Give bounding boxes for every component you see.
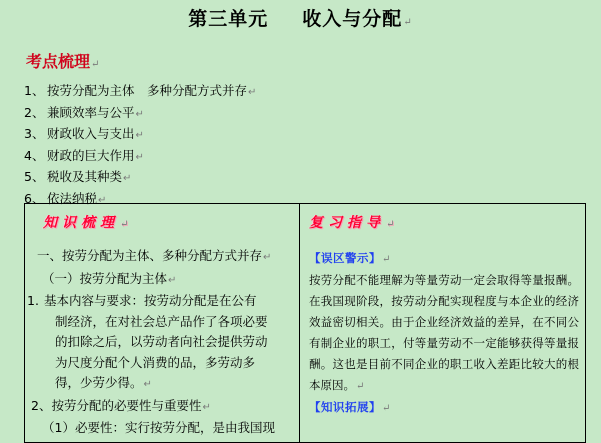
title-left: 第三单元	[188, 8, 269, 30]
knowledge-line	[25, 396, 299, 419]
paragraph-mark-icon: ↵	[382, 403, 391, 414]
outline-item	[24, 123, 256, 145]
guidance-tag-text: 【误区警示】	[309, 251, 381, 265]
outline-number: 2、	[24, 104, 45, 120]
outline-text: 税收及其种类	[47, 169, 123, 184]
paragraph-mark-icon: ↵	[135, 108, 144, 120]
outline-text: 财政的巨大作用	[47, 147, 135, 163]
item-continuation-text: 得，少劳少得。	[55, 375, 143, 390]
outline-number: 5、	[24, 169, 45, 184]
topic-outline	[24, 80, 256, 209]
paragraph-mark-icon: ↵	[263, 252, 272, 263]
outline-text: 按劳分配为主体 多种分配方式并存	[47, 83, 248, 98]
guidance-tag-text: 【知识拓展】	[309, 400, 381, 414]
page-title	[0, 4, 601, 31]
guidance-heading-text: 复习指导	[309, 215, 385, 231]
outline-number: 3、	[24, 126, 45, 141]
knowledge-line-text: 一、按劳分配为主体、多种分配方式并存	[37, 248, 263, 263]
section-heading	[26, 49, 99, 72]
title-right: 收入与分配	[302, 8, 403, 30]
study-table	[24, 203, 586, 443]
paragraph-mark-icon: ↵	[98, 194, 107, 206]
knowledge-item	[25, 291, 299, 312]
knowledge-heading-text: 知识梳理	[43, 215, 119, 231]
paragraph-mark-icon: ↵	[202, 401, 211, 413]
outline-item	[24, 145, 256, 167]
knowledge-line	[25, 246, 299, 269]
paragraph-mark-icon: ↵	[356, 381, 365, 392]
section-heading-text: 考点梳理	[26, 52, 91, 71]
item-text: 基本内容与要求：按劳动分配是在公有	[44, 293, 257, 308]
paragraph-mark-icon: ↵	[168, 274, 177, 286]
outline-item	[24, 102, 256, 124]
paragraph-mark-icon: ↵	[143, 379, 152, 390]
knowledge-heading	[43, 212, 133, 232]
outline-text: 依法纳税	[47, 190, 98, 206]
outline-text: 兼顾效率与公平	[47, 104, 135, 120]
knowledge-line-text: （一）按劳分配为主体	[42, 270, 168, 286]
guidance-body	[309, 248, 579, 419]
item-number: 1.	[27, 293, 39, 308]
column-divider	[299, 204, 300, 442]
outline-number: 1、	[24, 83, 45, 98]
outline-number: 6、	[24, 190, 45, 206]
paragraph-mark-icon: ↵	[386, 219, 400, 230]
paragraph-mark-icon: ↵	[120, 219, 134, 230]
knowledge-line	[25, 269, 299, 292]
outline-item	[24, 80, 256, 102]
outline-text: 财政收入与支出	[47, 126, 135, 141]
guidance-heading	[309, 212, 399, 232]
paragraph-mark-icon: ↵	[123, 173, 132, 184]
paragraph-mark-icon: ↵	[382, 254, 391, 265]
knowledge-line: （1）必要性：实行按劳分配，是由我国现	[42, 420, 275, 435]
outline-item	[24, 166, 256, 188]
guidance-paragraph-text: 按劳分配不能理解为等量劳动一定会取得等量报酬。在我国现阶段，按劳动分配实现程度与本企业的经济效益密切相关。由于企业经济效益的差异，在不同公有制企业的职工，付等量劳动不一定能够获得等量报酬。这也是目前不同企业的职工收入差距比较大的根本原因。	[309, 273, 579, 392]
knowledge-line-text: 2、按劳分配的必要性与重要性	[31, 397, 202, 413]
guidance-tag	[309, 397, 579, 419]
paragraph-mark-icon: ↵	[403, 17, 413, 28]
item-continuation: 为尺度分配个人消费的品，多劳动多	[55, 354, 256, 370]
knowledge-body	[25, 246, 299, 439]
paragraph-mark-icon: ↵	[248, 87, 257, 98]
paragraph-mark-icon: ↵	[135, 151, 144, 163]
item-continuation: 的扣除之后，以劳动者向社会提供劳动	[55, 334, 268, 349]
paragraph-mark-icon: ↵	[91, 59, 100, 70]
paragraph-mark-icon: ↵	[135, 130, 144, 141]
item-continuation-last	[25, 373, 299, 396]
guidance-tag	[309, 248, 579, 270]
guidance-paragraph	[309, 270, 579, 397]
item-continuation: 制经济，在对社会总产品作了各项必要	[55, 313, 268, 329]
outline-number: 4、	[24, 147, 45, 163]
